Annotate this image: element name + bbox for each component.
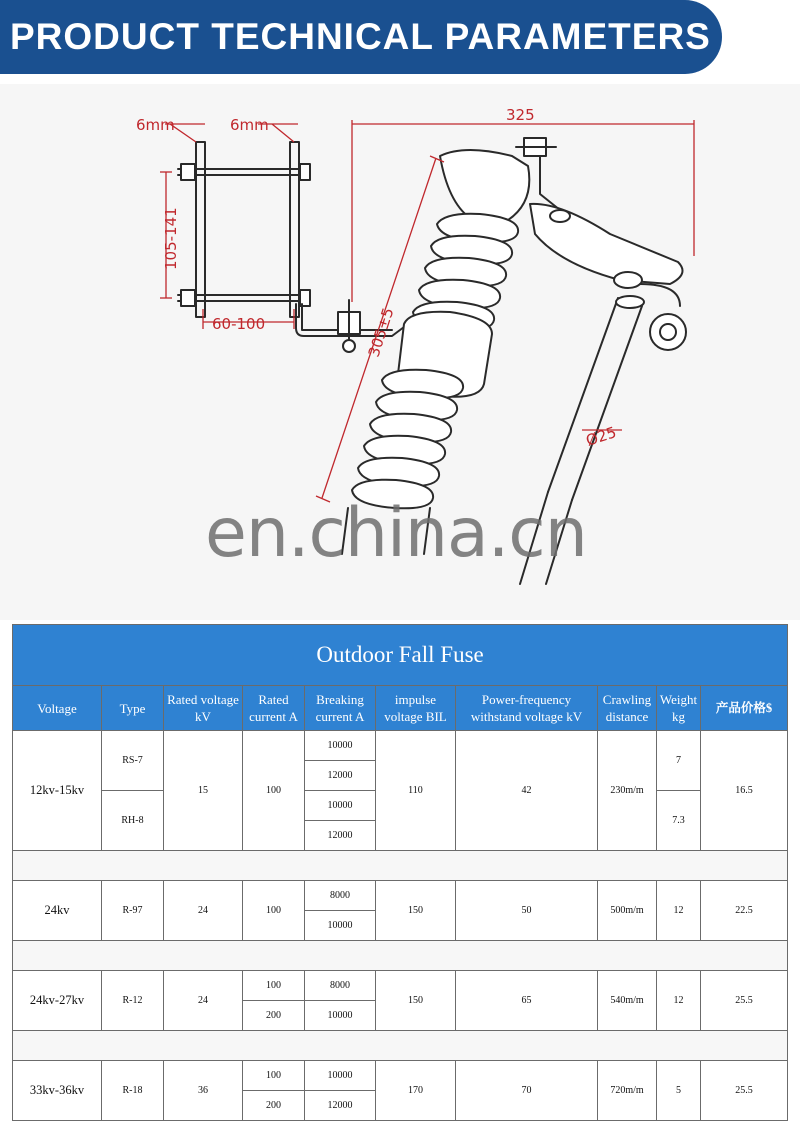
cell-rated-voltage: 36: [164, 1061, 243, 1121]
cell-power-frequency: 42: [456, 731, 598, 851]
cell-type: R-97: [102, 881, 164, 941]
table-title: Outdoor Fall Fuse: [13, 625, 788, 686]
cell-rated-current: 100: [243, 971, 305, 1001]
cell-weight: 5: [657, 1061, 701, 1121]
header-voltage: Voltage: [13, 686, 102, 731]
cell-voltage: 12kv-15kv: [13, 731, 102, 851]
cell-type: RH-8: [102, 791, 164, 851]
cell-impulse: 170: [376, 1061, 456, 1121]
dim-bracket-right: 6mm: [230, 116, 269, 134]
dim-insulator-length: 305±5: [364, 305, 398, 360]
cell-voltage: 24kv-27kv: [13, 971, 102, 1031]
cell-rated-voltage: 24: [164, 971, 243, 1031]
dim-bracket-left: 6mm: [136, 116, 175, 134]
header-crawling: Crawling distance: [598, 686, 657, 731]
page-title: PRODUCT TECHNICAL PARAMETERS: [10, 16, 711, 57]
cell-weight: 7.3: [657, 791, 701, 851]
header-rated-voltage: Rated voltage kV: [164, 686, 243, 731]
separator-cell: [13, 851, 788, 881]
cell-impulse: 150: [376, 881, 456, 941]
cell-crawling: 500m/m: [598, 881, 657, 941]
title-banner: [0, 0, 722, 74]
cell-breaking: 12000: [305, 761, 376, 791]
header-rated-current: Rated current A: [243, 686, 305, 731]
header-impulse: impulse voltage BIL: [376, 686, 456, 731]
cell-price: 22.5: [701, 881, 788, 941]
cell-rated-current: 100: [243, 881, 305, 941]
dimension-labels: [136, 106, 619, 450]
separator-row: [13, 941, 788, 971]
cell-breaking: 10000: [305, 791, 376, 821]
cell-rated-current: 100: [243, 731, 305, 851]
cell-power-frequency: 65: [456, 971, 598, 1031]
header-weight: Weight kg: [657, 686, 701, 731]
cell-crawling: 540m/m: [598, 971, 657, 1031]
cell-breaking: 8000: [305, 971, 376, 1001]
table-row: [13, 731, 788, 761]
cell-crawling: 230m/m: [598, 731, 657, 851]
dim-total-width: 325: [506, 106, 535, 124]
cell-weight: 12: [657, 881, 701, 941]
cell-weight: 12: [657, 971, 701, 1031]
top-contact: [516, 138, 686, 350]
cell-voltage: 24kv: [13, 881, 102, 941]
table-row: [13, 881, 788, 911]
table-row: [13, 971, 788, 1001]
cell-voltage: 33kv-36kv: [13, 1061, 102, 1121]
cell-type: R-12: [102, 971, 164, 1031]
dim-horizontal-span: 60-100: [212, 315, 266, 333]
dim-tube-diameter: Ø25: [583, 423, 619, 450]
cell-breaking: 12000: [305, 821, 376, 851]
cell-price: 25.5: [701, 971, 788, 1031]
table-row: [13, 1061, 788, 1091]
separator-cell: [13, 1031, 788, 1061]
dim-vertical-span: 105-141: [162, 207, 180, 270]
cell-impulse: 150: [376, 971, 456, 1031]
cell-power-frequency: 70: [456, 1061, 598, 1121]
separator-row: [13, 851, 788, 881]
cell-power-frequency: 50: [456, 881, 598, 941]
upper-insulator: [413, 150, 529, 330]
cell-weight: 7: [657, 731, 701, 791]
table-header-row: [13, 686, 788, 731]
cell-rated-voltage: 15: [164, 731, 243, 851]
cell-price: 25.5: [701, 1061, 788, 1121]
spec-table: [12, 624, 788, 1121]
header-breaking-current: Breaking current A: [305, 686, 376, 731]
cell-breaking: 10000: [305, 1001, 376, 1031]
cell-breaking: 10000: [305, 1061, 376, 1091]
cell-breaking: 8000: [305, 881, 376, 911]
cell-type: R-18: [102, 1061, 164, 1121]
cell-rated-voltage: 24: [164, 881, 243, 941]
header-type: Type: [102, 686, 164, 731]
cell-rated-current: 200: [243, 1001, 305, 1031]
separator-row: [13, 1031, 788, 1061]
separator-cell: [13, 941, 788, 971]
header-power-frequency: Power-frequency withstand voltage kV: [456, 686, 598, 731]
cell-crawling: 720m/m: [598, 1061, 657, 1121]
cell-impulse: 110: [376, 731, 456, 851]
cell-price: 16.5: [701, 731, 788, 851]
watermark: en.china.cn: [205, 494, 587, 573]
header-price: 产品价格$: [701, 686, 788, 731]
cell-rated-current: 200: [243, 1091, 305, 1121]
cell-breaking: 12000: [305, 1091, 376, 1121]
technical-drawing: [0, 84, 800, 620]
cell-rated-current: 100: [243, 1061, 305, 1091]
cell-type: RS-7: [102, 731, 164, 791]
cell-breaking: 10000: [305, 731, 376, 761]
cell-breaking: 10000: [305, 911, 376, 941]
